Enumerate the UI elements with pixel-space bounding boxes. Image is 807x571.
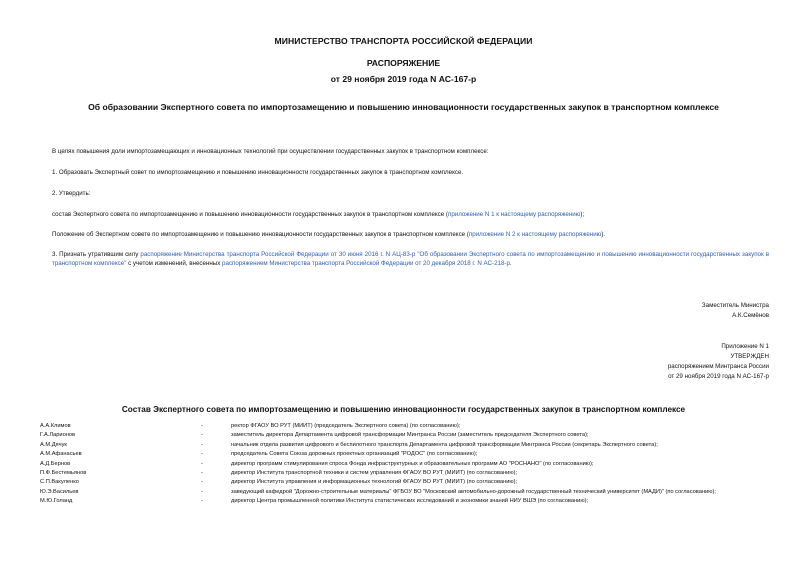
member-dash: - [201, 441, 203, 448]
member-role: директор Института транспортной техники и систем управления ФГАОУ ВО РУТ (МИИТ) (по согласованию); [231, 469, 518, 476]
document-title: Об образовании Экспертного совета по импортозамещению и повышению инновационности государственных закупок в транспортном комплексе [88, 102, 719, 112]
appendix-date: от 29 ноября 2019 года N АС-167-р [668, 373, 769, 380]
appendix-label: Приложение N 1 [721, 343, 769, 350]
composition-title: Состав Экспертного совета по импортозамещению и повышению инновационности государственных закупок в транспортном комплексе [121, 405, 686, 414]
member-dash: - [201, 479, 203, 486]
item-2a-paragraph [52, 210, 769, 219]
item-3-start: 3. Признать утратившим силу [52, 251, 141, 258]
member-dash: - [201, 498, 203, 505]
item-3-end: . [509, 260, 512, 267]
item-2b-paragraph [52, 230, 769, 239]
item-1-paragraph: 1. Образовать Экспертный совет по импортозамещению и повышению инновационности государственных закупок в транспортном комплексе. [52, 169, 464, 176]
member-row [40, 470, 775, 478]
row-spacer [40, 506, 775, 508]
member-name: М.Ю.Голанд [40, 498, 73, 505]
member-row [40, 423, 775, 431]
member-name: П.Ф.Бестемьянов [40, 469, 87, 476]
member-dash: - [201, 460, 203, 467]
member-role: директор программ стимулирования спроса Фонда инфраструктурных и образовательных программ АО "РОСНАНО" (по согласованию); [231, 460, 594, 467]
item-2a-text: состав Экспертного совета по импортозамещению и повышению инновационности государственных закупок в транспортном комплексе ( [52, 211, 448, 218]
member-role: председатель Совета Союза дорожных проектных организаций "РОДОС" (по согласованию); [231, 451, 478, 458]
appendix-approved: УТВЕРЖДЕН [730, 353, 769, 360]
member-dash: - [201, 432, 203, 439]
member-row [40, 489, 775, 497]
member-dash: - [201, 451, 203, 458]
item-3-paragraph [52, 250, 769, 268]
member-row [40, 461, 775, 469]
item-2-paragraph: 2. Утвердить: [52, 190, 91, 197]
intro-paragraph: В целях повышения доли импортозамещающих и инновационных технологий при осуществлении государственных закупок в транспортном комплексе: [52, 148, 489, 155]
item-2b-text: Положение об Экспертном совете по импортозамещению и повышению инновационности государственных закупок в транспортном комплексе ( [52, 231, 469, 238]
document-type: РАСПОРЯЖЕНИЕ [366, 58, 441, 68]
member-dash: - [201, 469, 203, 476]
member-row [40, 451, 775, 459]
appendix-2-link[interactable]: приложение N 2 к настоящему распоряжению [468, 231, 602, 238]
amending-order-link[interactable]: распоряжением Министерства транспорта Российской Федерации от 20 декабря 2018 г. N АС-218-р [222, 260, 510, 267]
member-name: А.Д.Бернов [40, 460, 71, 467]
appendix-1-link[interactable]: приложение N 1 к настоящему распоряжению [448, 211, 581, 218]
member-name: А.М.Дячук [40, 441, 67, 448]
document-date: от 29 ноября 2019 года N АС-167-р [330, 74, 477, 84]
member-row [40, 432, 775, 440]
signatory-name: А.К.Семёнов [732, 312, 769, 319]
appendix-approved-by: распоряжением Минтранса России [667, 363, 769, 370]
member-role: директор Института управления и информационных технологий ФГАОУ ВО РУТ (МИИТ) (по согласованию); [231, 479, 518, 486]
member-name: Ю.Э.Васильев [40, 488, 79, 495]
member-name: Г.А.Ларионов [40, 432, 76, 439]
repealed-order-link[interactable]: распоряжение Министерства транспорта Российской Федерации от 30 июня 2016 г. N АЦ-83-р "Об образовании Экспертного совета по импортозамещению и повышению инновационности государственных закупок в транспортном комплексе" [52, 251, 769, 267]
member-row [40, 479, 775, 487]
item-2a-end: ); [580, 211, 585, 218]
member-dash: - [201, 488, 203, 495]
item-2b-end: ). [601, 231, 606, 238]
member-role: директор Центра промышленной политики Института статистических исследований и экономики знаний НИУ ВШЭ (по согласованию); [231, 498, 589, 505]
member-role: начальник отдела развития цифрового и беспилотного транспорта Департамента цифровой трансформации Минтранса России (секретарь Экспертного совета); [231, 441, 658, 448]
ministry-heading: МИНИСТЕРСТВО ТРАНСПОРТА РОССИЙСКОЙ ФЕДЕРАЦИИ [274, 36, 533, 46]
members-list [40, 423, 775, 508]
member-role: заведующий кафедрой "Дорожно-строительные материалы" ФГБОУ ВО "Московский автомобильно-дорожный государственный технический университет (МАДИ)" (по согласованию); [231, 488, 716, 495]
item-3-mid: с учетом изменений, внесенных [126, 260, 223, 267]
member-dash: - [201, 423, 203, 429]
member-row [40, 442, 775, 450]
member-name: А.М.Афанасьев [40, 451, 82, 458]
member-name: С.П.Вакуленко [40, 479, 79, 486]
member-role: ректор ФГАОУ ВО РУТ (МИИТ) (председатель Экспертного совета) (по согласованию); [231, 423, 461, 429]
member-row [40, 498, 775, 506]
signatory-position: Заместитель Министра [701, 302, 769, 309]
member-role: заместитель директора Департамента цифровой трансформации Минтранса России (заместитель председателя Экспертного совета); [231, 432, 589, 439]
member-name: А.А.Климов [40, 423, 71, 429]
